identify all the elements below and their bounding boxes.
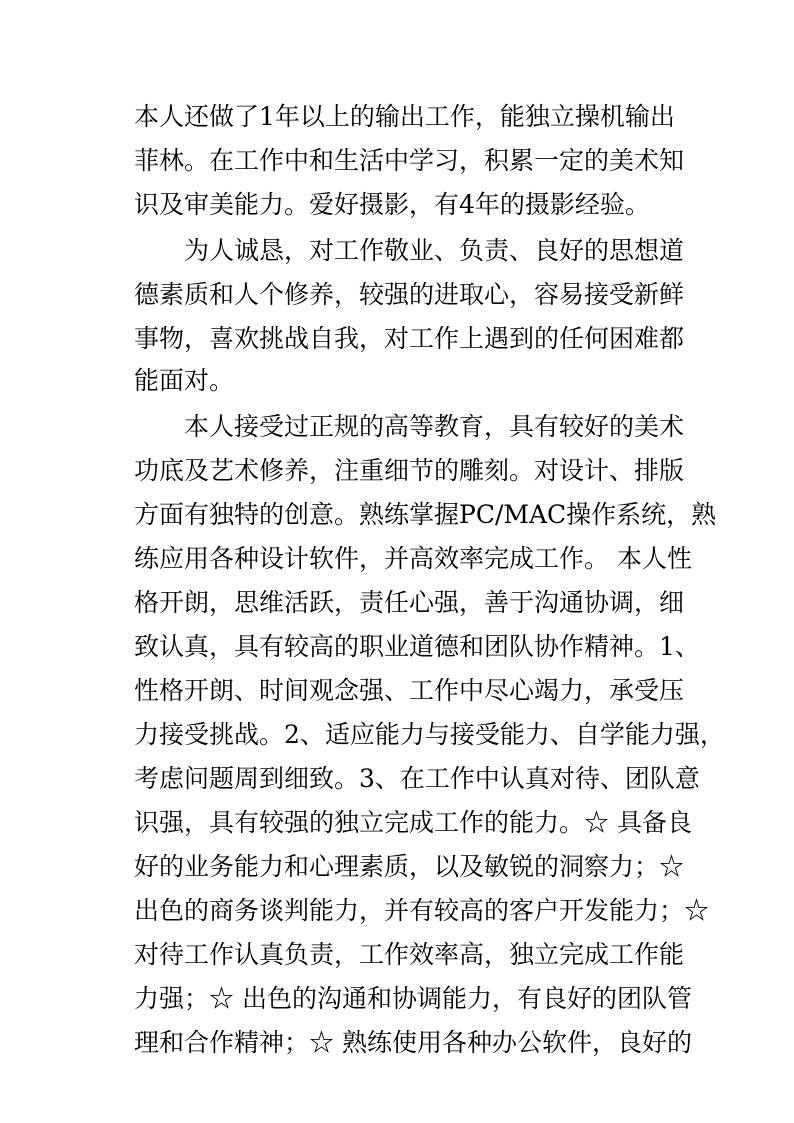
paragraph-line: 识及审美能力。爱好摄影，有4年的摄影经验。: [134, 190, 650, 219]
paragraph-line: 能面对。: [134, 366, 235, 395]
paragraph-line: 格开朗，思维活跃，责任心强，善于沟通协调，细: [134, 588, 685, 617]
paragraph-line: 为人诚恳，对工作敬业、负责、良好的思想道: [184, 236, 685, 265]
paragraph-line: 对待工作认真负责，工作效率高，独立完成工作能: [134, 940, 685, 969]
paragraph-line: 考虑问题周到细致。3、在工作中认真对待、团队意: [134, 764, 700, 793]
paragraph-line: 本人还做了1年以上的输出工作，能独立操机输出: [134, 102, 675, 131]
paragraph-line: 练应用各种设计软件，并高效率完成工作。 本人性: [134, 544, 692, 573]
paragraph-line: 性格开朗、时间观念强、工作中尽心竭力，承受压: [134, 676, 685, 705]
paragraph-line: 德素质和人个修养，较强的进取心，容易接受新鲜: [134, 280, 685, 309]
paragraph-line: 菲林。在工作中和生活中学习，积累一定的美术知: [134, 146, 685, 175]
paragraph-line: 事物，喜欢挑战自我，对工作上遇到的任何困难都: [134, 324, 685, 353]
paragraph-line: 功底及艺术修养，注重细节的雕刻。对设计、排版: [134, 456, 685, 485]
paragraph-line: 出色的商务谈判能力，并有较高的客户开发能力；☆: [134, 896, 710, 925]
paragraph-line: 识强，具有较强的独立完成工作的能力。☆ 具备良: [134, 808, 692, 837]
paragraph-line: 方面有独特的创意。熟练掌握PC/MAC操作系统，熟: [134, 500, 717, 529]
paragraph-line: 力强；☆ 出色的沟通和协调能力，有良好的团队管: [134, 984, 692, 1013]
paragraph-line: 力接受挑战。2、适应能力与接受能力、自学能力强，: [134, 720, 725, 749]
paragraph-line: 理和合作精神；☆ 熟练使用各种办公软件，良好的: [134, 1028, 692, 1057]
paragraph-line: 本人接受过正规的高等教育，具有较好的美术: [184, 412, 685, 441]
paragraph-line: 致认真，具有较高的职业道德和团队协作精神。1、: [134, 632, 700, 661]
paragraph-line: 好的业务能力和心理素质，以及敏锐的洞察力；☆: [134, 852, 685, 881]
